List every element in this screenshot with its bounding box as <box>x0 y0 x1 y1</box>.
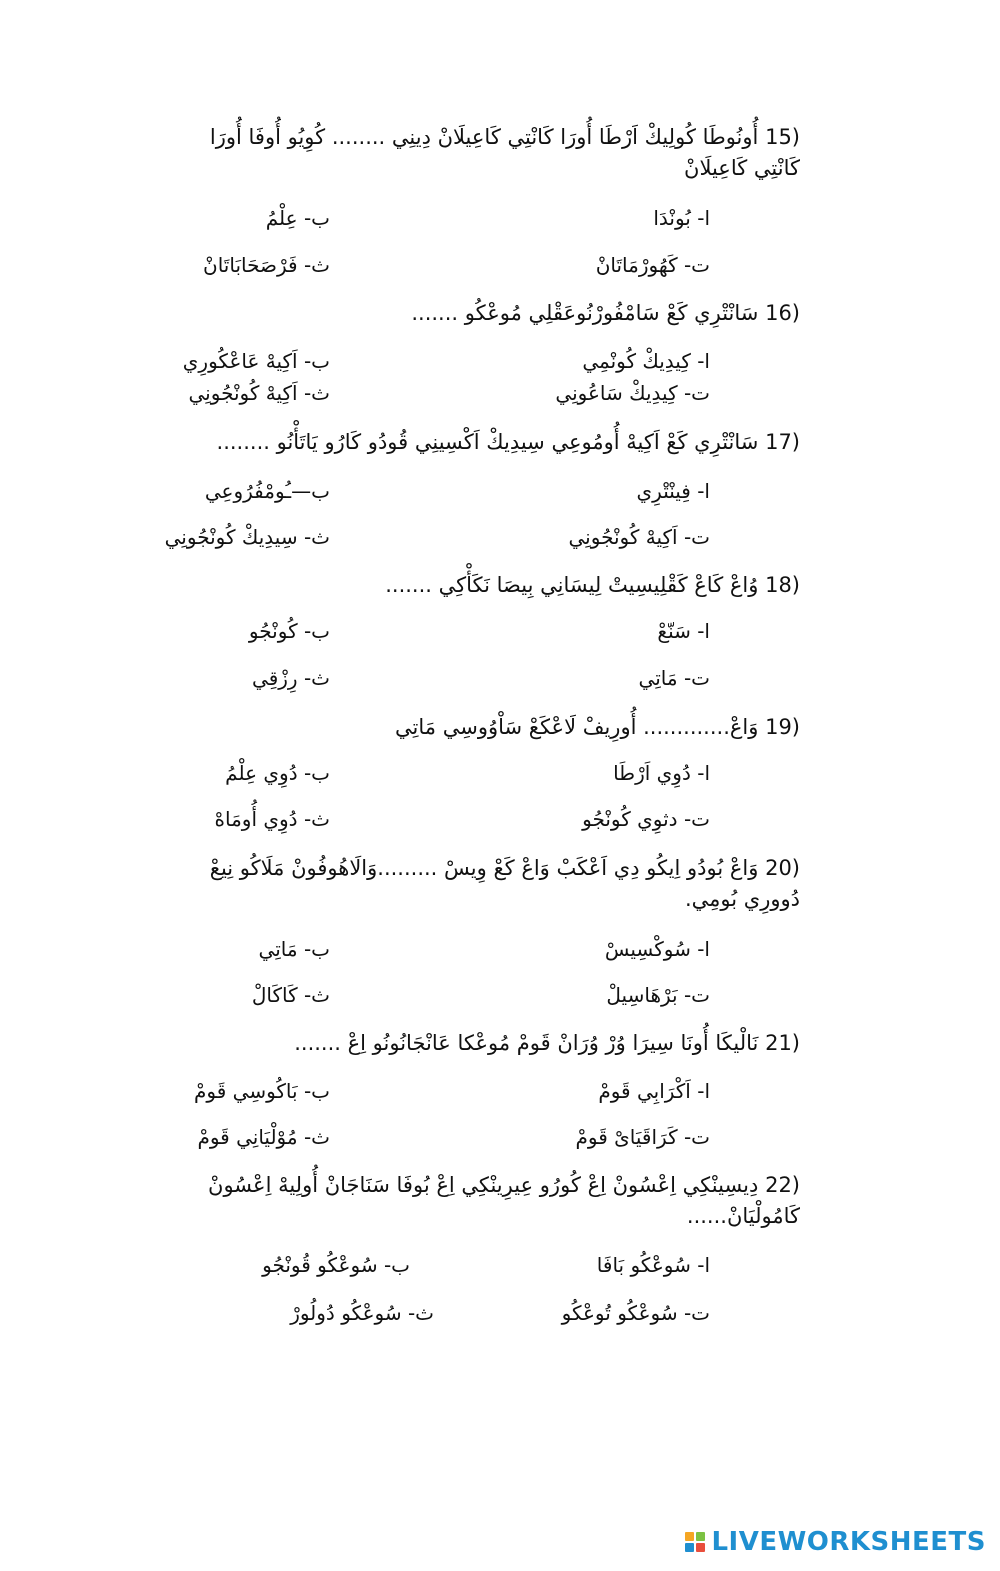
option-b[interactable]: ب—ـُومْفُرُوعِي <box>204 479 330 503</box>
question-21 <box>160 1028 800 1059</box>
logo-square-3 <box>685 1543 694 1552</box>
option-c[interactable]: ت- مَاتِي <box>638 666 710 690</box>
option-c[interactable]: ت- كَرَاقَيَاىْ قَومْ <box>575 1125 710 1149</box>
option-b[interactable]: ب- سُوعْكُو قُونْجُو <box>262 1253 410 1277</box>
question-number: 17) <box>765 430 800 454</box>
option-b[interactable]: ب- دُوِي عِلْمُ <box>225 761 330 785</box>
question-number: 15) <box>765 125 800 149</box>
question-20 <box>160 853 800 915</box>
question-text: سَانْتْرِي كَعْ اَكِيهْ أُومُوعِي سِيدِيكْ اَكْسِينِي قُودُو كَارُو يَاتَأْنُو ........ <box>216 430 759 454</box>
question-number: 21) <box>765 1031 800 1055</box>
question-number: 19) <box>765 715 800 739</box>
option-c[interactable]: ت- دثوِي كُونْجُو <box>582 807 710 831</box>
question-text: وُاعْ كَاعْ كَقْلِيسِيتْ لِيسَانِي بِيصَا نَكَأْكِي ....... <box>385 573 759 597</box>
question-text: وَاعْ............. أُورِيفْ لَاعْكَعْ سَاْوُوسِي مَاتِي <box>395 715 759 739</box>
question-number: 16) <box>765 301 800 325</box>
question-17 <box>160 427 800 458</box>
option-a[interactable]: ا- بُونْدَا <box>653 206 710 230</box>
question-15 <box>160 122 800 184</box>
question-text: أُونُوطَا كُولِيكْ اَرْطَا أُورَا كَانْتِي كَاعِيلَانْ دِينِي ........ كُوِيُو أُوفَا أُورَا كَانْتِي كَاعِيلَانْ <box>209 125 800 180</box>
question-text: سَانْتْرِي كَعْ سَامْفُورْنُوعَقْلِي مُوعْكُو ....... <box>411 301 759 325</box>
option-d[interactable]: ث- اَكِيهْ كُونْجُونِي <box>188 381 330 405</box>
question-22 <box>160 1170 800 1232</box>
option-d[interactable]: ث- دُوِي أُومَاهْ <box>214 807 330 831</box>
option-d[interactable]: ث- مُوْلْيَانِي قَومْ <box>197 1125 330 1149</box>
logo-square-1 <box>685 1532 694 1541</box>
logo-square-4 <box>696 1543 705 1552</box>
option-b[interactable]: ب- مَاتِي <box>258 937 330 961</box>
question-number: 18) <box>765 573 800 597</box>
option-d[interactable]: ث- سُوعْكُو دُولُورْ <box>290 1301 434 1325</box>
liveworksheets-logo[interactable] <box>685 1527 986 1557</box>
question-number: 20) <box>765 856 800 880</box>
option-b[interactable]: ب- كُونْجُو <box>248 619 330 643</box>
question-text: وَاعْ بُودُو اِيكُو دِي اَعْكَبْ وَاعْ كَعْ وِيسْ .........وَالَاهُوفُونْ مَلَاكُو نِيعْ دُوورِي بُومِي. <box>209 856 800 911</box>
option-a[interactable]: ا- سَنّعْ <box>657 619 710 643</box>
option-a[interactable]: ا- اَكْرَابِي قَومْ <box>598 1079 710 1103</box>
question-number: 22) <box>765 1173 800 1197</box>
option-c[interactable]: ت- بَرْهَاسِيلْ <box>606 983 710 1007</box>
question-text: نَالْيكَا أُونَا سِيرَا وُرْ وُرَانْ قَومْ مُوعْكا عَانْجَانُونُو اِعْ ....... <box>294 1031 759 1055</box>
option-b[interactable]: ب- اَكِيهْ عَاعْكُورِي <box>182 349 330 373</box>
brand-name: LIVEWORKSHEETS <box>711 1527 986 1557</box>
question-19 <box>160 712 800 743</box>
option-a[interactable]: ا- سُوعْكُو بَافَا <box>596 1253 710 1277</box>
logo-square-2 <box>696 1532 705 1541</box>
option-d[interactable]: ث- فَرْصَحَابَاتَانْ <box>203 253 330 277</box>
option-c[interactable]: ت- كَهُورْمَاتَانْ <box>595 253 710 277</box>
option-d[interactable]: ث- سِيدِيكْ كُونْجُونِي <box>164 525 330 549</box>
option-a[interactable]: ا- فِينْتْرِي <box>636 479 710 503</box>
option-a[interactable]: ا- سُوكْسِيسْ <box>604 937 710 961</box>
option-d[interactable]: ث- رِزْقِي <box>252 666 330 690</box>
option-c[interactable]: ت- سُوعْكُو تُوعْكُو <box>561 1301 710 1325</box>
logo-icon <box>685 1532 705 1552</box>
option-c[interactable]: ت- اَكِيهْ كُونْجُونِي <box>568 525 710 549</box>
option-a[interactable]: ا- كِيدِيكْ كُونْمِي <box>582 349 710 373</box>
option-b[interactable]: ب- عِلْمُ <box>265 206 330 230</box>
question-text: دِيسِينْكِي اِعْسُونْ اِعْ كُورُو عِيرِينْكِي اِعْ بُوفَا سَنَاجَانْ أُولِيهْ اِعْسُونْ كَامُولْيَانْ...... <box>208 1173 800 1228</box>
option-b[interactable]: ب- بَاكُوسِي قَومْ <box>194 1079 330 1103</box>
question-16 <box>160 298 800 329</box>
option-c[interactable]: ت- كِيدِيكْ سَاعُونِي <box>555 381 710 405</box>
question-18 <box>160 570 800 601</box>
option-a[interactable]: ا- دُوِي اَرْطَا <box>613 761 710 785</box>
option-d[interactable]: ث- كَاكَالْ <box>251 983 330 1007</box>
